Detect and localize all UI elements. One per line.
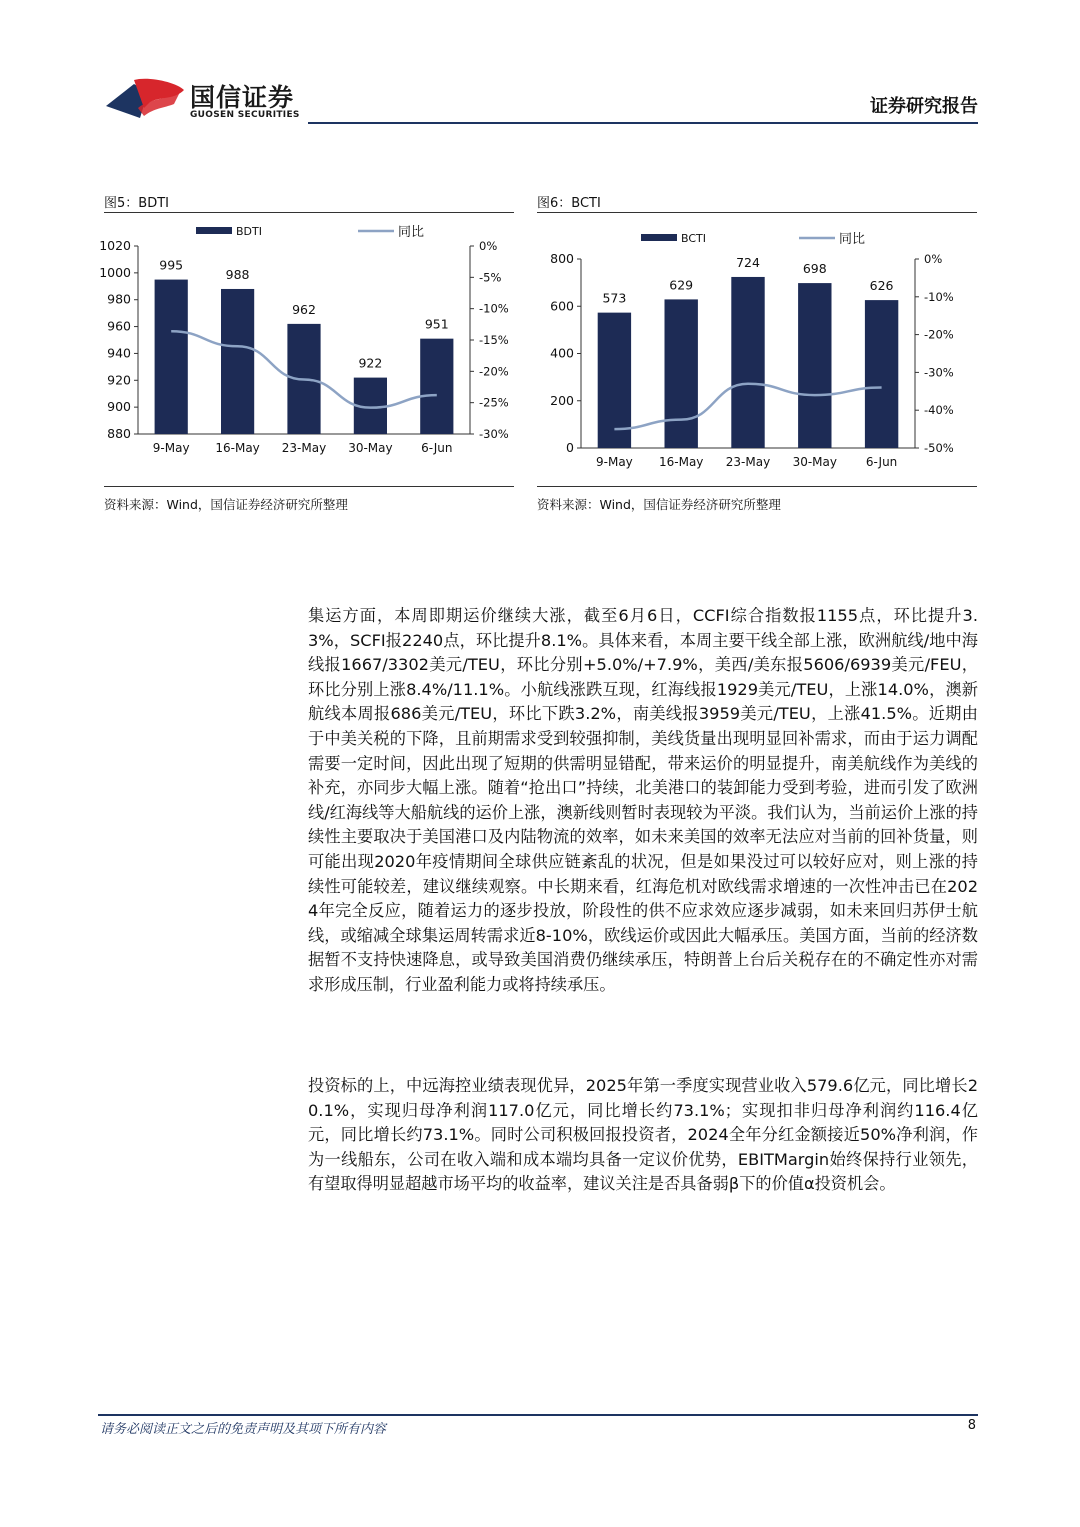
bcti-bar-3 (798, 283, 831, 448)
bdti-x-tick-label-3: 30-May (348, 441, 393, 455)
figure-5-top-rule (104, 212, 514, 213)
bcti-data-label-3: 698 (802, 261, 827, 277)
header-divider (308, 122, 978, 124)
bcti-data-label-1: 629 (669, 277, 694, 293)
bdti-x-tick-label-4: 6-Jun (421, 441, 453, 455)
bcti-y2-tick-label-3: -30% (924, 365, 954, 380)
figure-6-bottom-rule (537, 486, 977, 487)
bdti-data-label-3: 922 (358, 355, 383, 371)
bdti-legend-label-line: 同比 (398, 225, 425, 240)
figure-5-bottom-rule (104, 486, 514, 487)
body-paragraph-investment: 投资标的上，中远海控业绩表现优异，2025年第一季度实现营业收入579.6亿元，同比增长20.1%，实现归母净利润117.0亿元，同比增长约73.1%；实现扣非归母净利润约116.4亿元，同比增长约73.1%。同时公司积极回报投资者，2024全年分红金额接近50%净利润，作为一线船东，公司在收入端和成本端均具备一定议价优势，EBITMargin始终保持行业领先，有望取得明显超越市场平均的收益率，建议关注是否具备弱β下的价值α投资机会。 (308, 1076, 978, 1194)
bdti-y2-tick-label-1: -5% (479, 270, 502, 285)
bcti-x-tick-label-0: 9-May (596, 455, 633, 469)
footer-disclaimer: 请务必阅读正文之后的免责声明及其项下所有内容 (100, 1422, 387, 1437)
bdti-y2-tick-label-6: -30% (479, 427, 509, 441)
page-number: 8 (967, 1418, 976, 1433)
bcti-y-tick-label-3: 600 (550, 298, 574, 314)
bcti-bar-1 (665, 299, 698, 448)
bcti-y-tick-label-1: 200 (550, 392, 574, 408)
bcti-y-tick-label-0: 0 (566, 440, 574, 455)
bcti-y2-tick-label-2: -20% (924, 327, 954, 342)
bdti-y2-tick-label-0: 0% (479, 239, 498, 253)
bdti-data-label-1: 988 (225, 266, 250, 282)
bdti-y2-tick-label-5: -25% (479, 395, 509, 410)
bdti-bar-1 (221, 289, 254, 434)
bcti-chart (537, 214, 977, 484)
brand-name-en: GUOSEN SECURITIES (190, 110, 300, 120)
bdti-legend-label-bar: BDTI (236, 225, 262, 238)
bcti-x-tick-label-3: 30-May (792, 455, 838, 469)
bdti-y-tick-label-5: 980 (107, 291, 131, 307)
bcti-data-label-4: 626 (869, 278, 894, 294)
figure-6-source: 资料来源：Wind，国信证券经济研究所整理 (537, 497, 781, 512)
bdti-bar-0 (155, 280, 188, 434)
footer-divider (98, 1414, 978, 1416)
bdti-y-tick-label-7: 1020 (99, 238, 131, 253)
bdti-x-tick-label-0: 9-May (152, 441, 190, 455)
bdti-data-label-0: 995 (159, 257, 184, 273)
bcti-y2-tick-label-0: 0% (924, 252, 943, 266)
bdti-x-tick-label-2: 23-May (281, 441, 327, 455)
bcti-y2-tick-label-4: -40% (924, 403, 954, 418)
figure-5-title: 图5：BDTI (104, 196, 169, 211)
bdti-y-tick-label-2: 920 (107, 372, 131, 388)
bcti-x-tick-label-1: 16-May (658, 455, 704, 469)
bcti-data-label-0: 573 (602, 290, 627, 306)
body-paragraph-container-shipping: 集运方面，本周即期运价继续大涨，截至6月6日，CCFI综合指数报1155点，环比提升3.3%，SCFI报2240点，环比提升8.1%。具体来看，本周主要干线全部上涨，欧洲航线/地中海线报1667/3302美元/TEU，环比分别+5.0%/+7.9%，美西/美东报5606/6939美元/FEU，环比分别上涨8.4%/11.1%。小航线涨跌互现，红海线报1929美元/TEU，上涨14.0%，澳新航线本周报686美元/TEU，环比下跌3.2%，南美线报3959美元/TEU，上涨41.5%。近期由于中美关税的下降，且前期需求受到较强抑制，美线货量出现明显回补需求，而由于运力调配需要一定时间，因此出现了短期的供需明显错配，带来运价的明显提升，南美航线作为美线的补充，亦同步大幅上涨。随着“抢出口”持续，北美港口的装卸能力受到考验，进而引发了欧洲线/红海线等大船航线的运价上涨，澳新线则暂时表现较为平淡。我们认为，当前运价上涨的持续性主要取决于美国港口及内陆物流的效率，如未来美国的效率无法应对当前的回补货量，则可能出现2020年疫情期间全球供应链紊乱的状况，但是如果没过可以较好应对，则上涨的持续性可能较差，建议继续观察。中长期来看，红海危机对欧线需求增速的一次性冲击已在2024年完全反应，随着运力的逐步投放，阶段性的供不应求效应逐步减弱，如未来回归苏伊士航线，或缩减全球集运周转需求近8-10%，欧线运价或因此大幅承压。美国方面，当前的经济数据暂不支持快速降息，或导致美国消费仍继续承压，特朗普上台后关税存在的不确定性亦对需求形成压制，行业盈利能力或将持续承压。 (308, 606, 978, 994)
bdti-x-tick-label-1: 16-May (215, 441, 260, 455)
bcti-legend-label-bar: BCTI (681, 232, 706, 245)
bcti-data-label-2: 724 (736, 254, 760, 270)
report-type-label: 证券研究报告 (870, 96, 978, 117)
bdti-y2-tick-label-4: -20% (479, 364, 509, 379)
bdti-y-tick-label-3: 940 (107, 345, 131, 361)
bcti-bar-2 (731, 277, 764, 448)
bdti-chart (99, 214, 514, 484)
bcti-legend-swatch-bar (641, 234, 677, 241)
bdti-y-tick-label-1: 900 (107, 399, 131, 415)
bdti-bar-4 (420, 339, 453, 434)
bcti-y-tick-label-4: 800 (550, 251, 574, 266)
bdti-y2-tick-label-3: -15% (479, 333, 509, 347)
bdti-legend-swatch-bar (196, 227, 232, 234)
bdti-y-tick-label-4: 960 (107, 318, 131, 334)
bcti-y2-tick-label-5: -50% (924, 441, 954, 455)
bcti-y-tick-label-2: 400 (550, 345, 574, 361)
figure-5-source: 资料来源：Wind，国信证券经济研究所整理 (104, 497, 348, 512)
bcti-x-tick-label-2: 23-May (725, 455, 771, 469)
bdti-y-tick-label-6: 1000 (99, 264, 131, 280)
figure-6-top-rule (537, 212, 977, 213)
bdti-y2-tick-label-2: -10% (479, 301, 509, 316)
bcti-bar-4 (865, 300, 898, 448)
bdti-y-tick-label-0: 880 (107, 426, 131, 441)
bcti-legend-label-line: 同比 (839, 232, 866, 247)
bcti-x-tick-label-4: 6-Jun (865, 455, 898, 469)
bdti-data-label-4: 951 (424, 316, 449, 332)
bdti-data-label-2: 962 (292, 301, 316, 317)
bcti-y2-tick-label-1: -10% (924, 289, 954, 304)
figure-6-title: 图6：BCTI (537, 196, 601, 211)
brand-name-cn: 国信证券 (190, 83, 295, 112)
